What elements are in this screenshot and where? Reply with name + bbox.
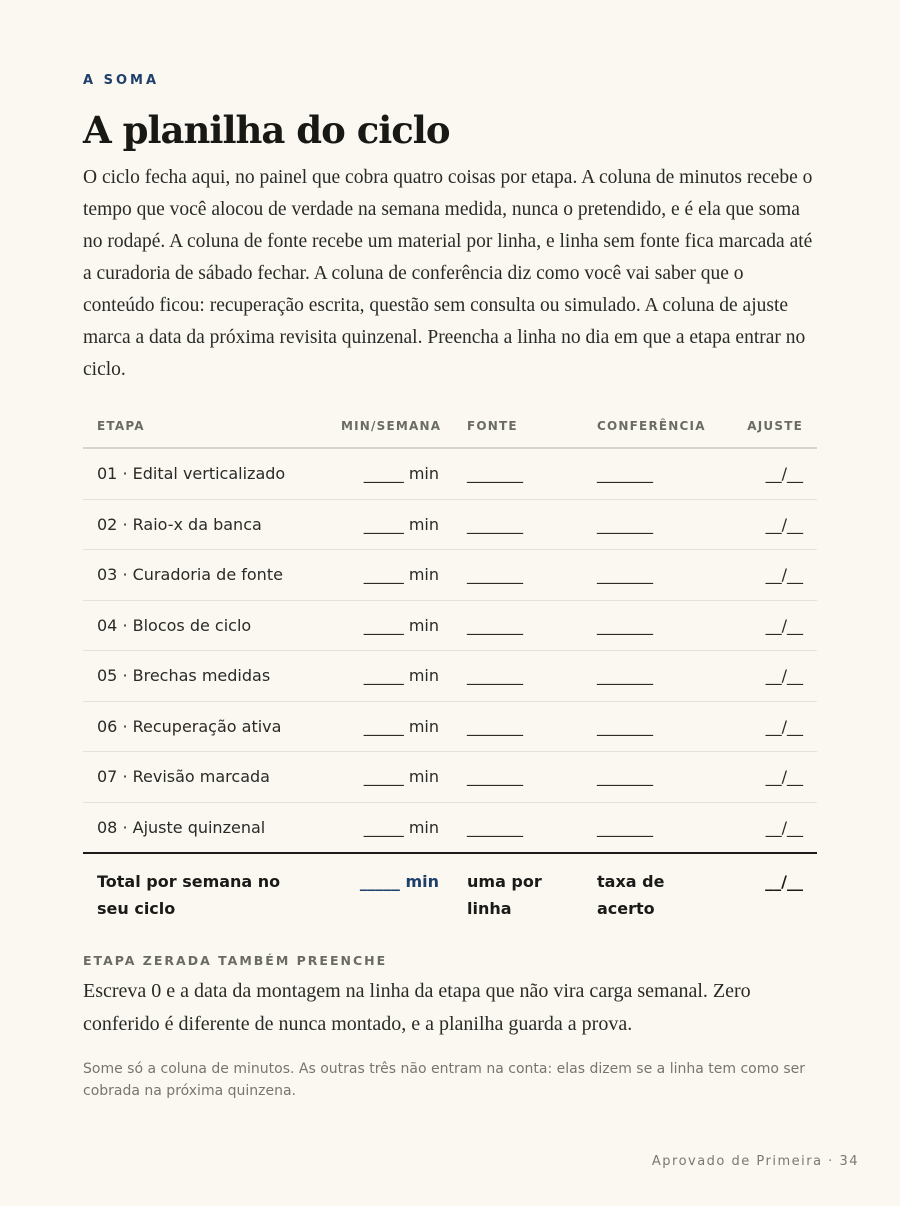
page-title: A planilha do ciclo — [83, 108, 450, 152]
conferencia-cell: _______ — [583, 600, 713, 651]
table-header-row — [83, 404, 817, 448]
ajuste-cell: __/__ — [713, 448, 817, 499]
header-etapa: ETAPA — [83, 404, 327, 448]
section-kicker: A SOMA — [83, 73, 159, 88]
table-row — [83, 600, 817, 651]
header-conferencia: CONFERÊNCIA — [583, 404, 713, 448]
conferencia-cell: _______ — [583, 651, 713, 702]
min-cell: _____ min — [327, 752, 453, 803]
min-cell: _____ min — [327, 802, 453, 853]
table-row — [83, 651, 817, 702]
ajuste-cell: __/__ — [713, 802, 817, 853]
ajuste-cell: __/__ — [713, 752, 817, 803]
etapa-cell: 03 · Curadoria de fonte — [83, 550, 327, 601]
fonte-cell: _______ — [453, 550, 583, 601]
conferencia-cell: _______ — [583, 448, 713, 499]
fonte-cell: _______ — [453, 752, 583, 803]
ajuste-cell: __/__ — [713, 600, 817, 651]
total-ajuste: __/__ — [765, 872, 803, 891]
ajuste-cell: __/__ — [713, 499, 817, 550]
zero-stage-heading: ETAPA ZERADA TAMBÉM PREENCHE — [83, 953, 388, 968]
etapa-cell: 07 · Revisão marcada — [83, 752, 327, 803]
min-cell: _____ min — [327, 499, 453, 550]
total-conferencia: taxa de acerto — [597, 872, 665, 918]
page-footer: Aprovado de Primeira · 34 — [651, 1154, 859, 1169]
conferencia-cell: _______ — [583, 752, 713, 803]
conferencia-cell: _______ — [583, 802, 713, 853]
table-row — [83, 802, 817, 853]
min-cell: _____ min — [327, 701, 453, 752]
ajuste-cell: __/__ — [713, 550, 817, 601]
cycle-table — [83, 404, 817, 932]
total-row — [83, 853, 817, 932]
etapa-cell: 05 · Brechas medidas — [83, 651, 327, 702]
etapa-cell: 04 · Blocos de ciclo — [83, 600, 327, 651]
fonte-cell: _______ — [453, 499, 583, 550]
etapa-cell: 02 · Raio-x da banca — [83, 499, 327, 550]
intro-paragraph: O ciclo fecha aqui, no painel que cobra quatro coisas por etapa. A coluna de minutos recebe o tempo que você alocou de verdade na semana medida, nunca o pretendido, e é ela que soma no rodapé. A coluna de fonte recebe um material por linha, e linha sem fonte fica marcada até a curadoria de sábado fechar. A coluna de conferência diz como você vai saber que o conteúdo ficou: recuperação escrita, questão sem consulta ou simulado. A coluna de ajuste marca a data da próxima revisita quinzenal. Preencha a linha no dia em que a etapa entrar no ciclo. — [83, 167, 813, 380]
header-fonte: FONTE — [453, 404, 583, 448]
total-label: Total por semana no seu ciclo — [97, 872, 281, 918]
table-row — [83, 448, 817, 499]
fonte-cell: _______ — [453, 600, 583, 651]
total-min: _____ min — [359, 872, 439, 891]
table-row — [83, 550, 817, 601]
fonte-cell: _______ — [453, 448, 583, 499]
conferencia-cell: _______ — [583, 550, 713, 601]
header-ajuste: AJUSTE — [713, 404, 817, 448]
total-fonte: uma por linha — [467, 872, 542, 918]
etapa-cell: 08 · Ajuste quinzenal — [83, 802, 327, 853]
conferencia-cell: _______ — [583, 701, 713, 752]
table-row — [83, 752, 817, 803]
table-row — [83, 701, 817, 752]
min-cell: _____ min — [327, 651, 453, 702]
etapa-cell: 01 · Edital verticalizado — [83, 448, 327, 499]
table-row — [83, 499, 817, 550]
ajuste-cell: __/__ — [713, 651, 817, 702]
etapa-cell: 06 · Recuperação ativa — [83, 701, 327, 752]
ajuste-cell: __/__ — [713, 701, 817, 752]
min-cell: _____ min — [327, 448, 453, 499]
fonte-cell: _______ — [453, 802, 583, 853]
zero-stage-text: Escreva 0 e a data da montagem na linha da etapa que não vira carga semanal. Zero conferido é diferente de nunca montado, e a planilha guarda a prova. — [83, 980, 751, 1035]
fonte-cell: _______ — [453, 651, 583, 702]
fonte-cell: _______ — [453, 701, 583, 752]
min-cell: _____ min — [327, 550, 453, 601]
header-min-semana: MIN/SEMANA — [327, 404, 453, 448]
sum-note: Some só a coluna de minutos. As outras três não entram na conta: elas dizem se a linha tem como ser cobrada na próxima quinzena. — [83, 1061, 806, 1099]
conferencia-cell: _______ — [583, 499, 713, 550]
min-cell: _____ min — [327, 600, 453, 651]
